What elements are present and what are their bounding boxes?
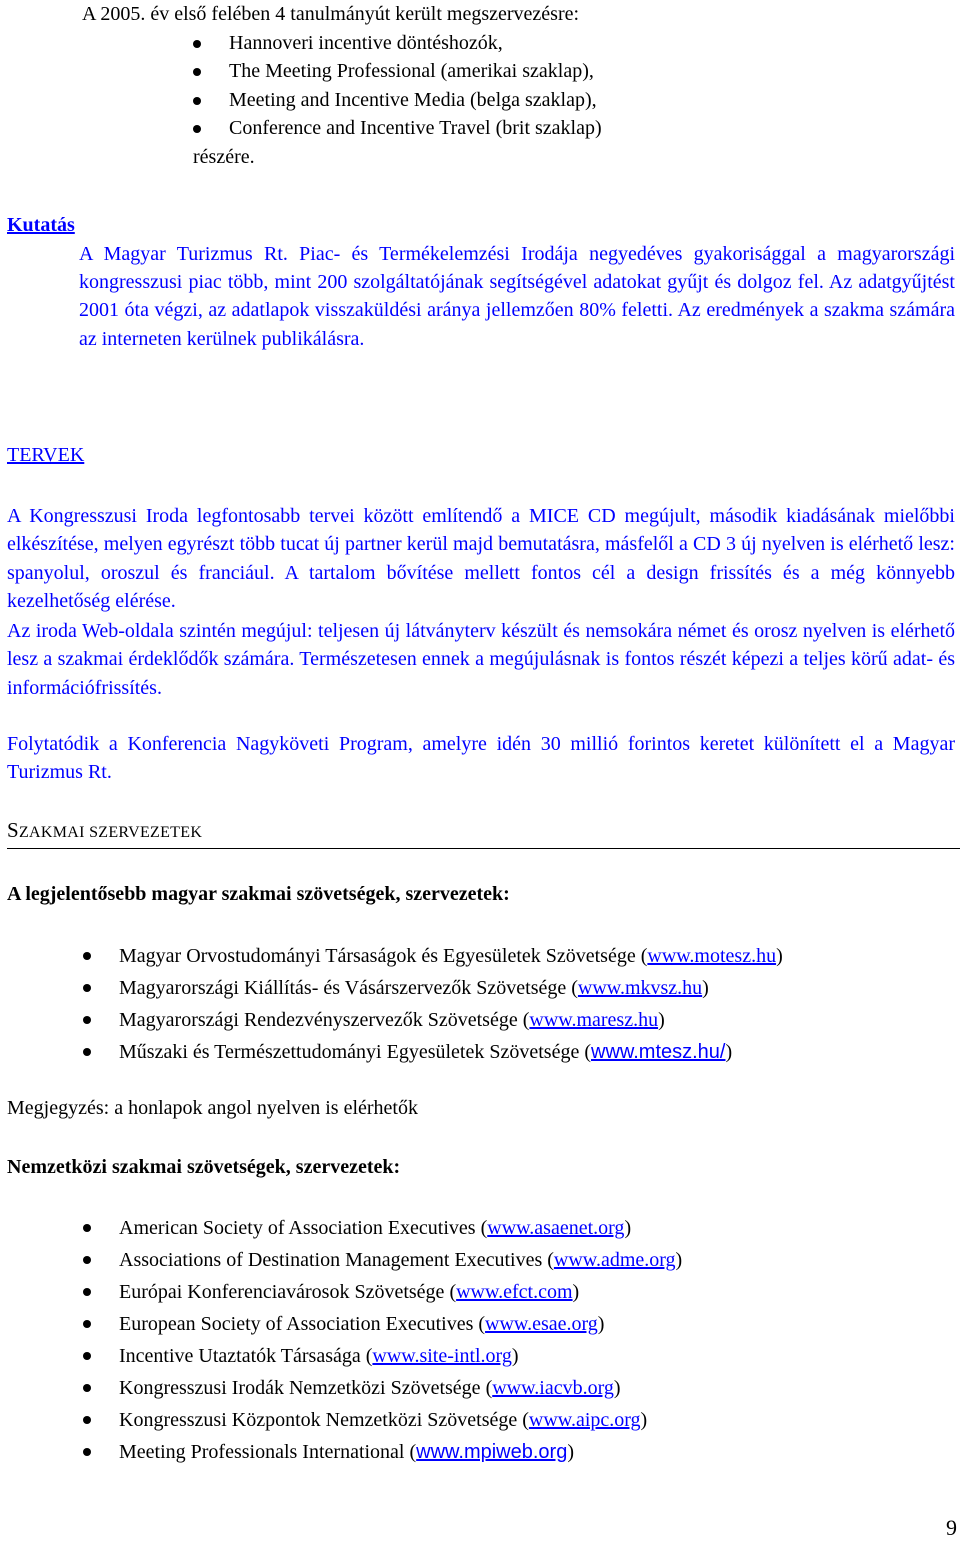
org-link[interactable]: www.mpiweb.org — [416, 1441, 568, 1463]
szakmai-heading: SZAKMAI SZERVEZETEK — [7, 818, 203, 842]
org-link[interactable]: www.iacvb.org — [492, 1377, 614, 1399]
list-item: Kongresszusi Irodák Nemzetközi Szövetsége (www.iacvb.org) — [7, 1372, 955, 1404]
international-orgs-list — [7, 1212, 955, 1468]
tervek-heading: TERVEK — [7, 444, 85, 466]
bullet-icon — [83, 1320, 91, 1328]
tervek-paragraph-1: A Kongresszusi Iroda legfontosabb tervei között említendő a MICE CD megújult, második kiadásának mielőbbi elkészítése, melyen egyrészt több tucat új partner kerül majd bemutatásra, másfelől a CD 3 új nyelven is elérhető lesz: spanyolul, oroszul és franciául. A tartalom bővítése mellett fontos cél a design frissítés és a még könnyebb kezelhetőség elérése. — [7, 505, 955, 612]
list-item: Műszaki és Természettudományi Egyesületek Szövetsége (www.mtesz.hu/) — [7, 1036, 955, 1068]
hungarian-orgs-list — [7, 940, 955, 1068]
bullet-icon — [83, 1352, 91, 1360]
list-item: Kongresszusi Központok Nemzetközi Szövetsége (www.aipc.org) — [7, 1404, 955, 1436]
bullet-icon — [83, 1016, 91, 1024]
org-link[interactable]: www.adme.org — [553, 1249, 676, 1271]
org-link[interactable]: www.esae.org — [485, 1313, 598, 1335]
bullet-icon — [193, 40, 201, 48]
org-link[interactable]: www.maresz.hu — [529, 1009, 659, 1031]
bullet-icon — [83, 1256, 91, 1264]
org-link[interactable]: www.motesz.hu — [647, 945, 777, 967]
intro-tail: részére. — [193, 145, 255, 168]
org-link[interactable]: www.site-intl.org — [372, 1345, 512, 1367]
section-divider — [7, 848, 960, 849]
list-item: American Society of Association Executives (www.asaenet.org) — [7, 1212, 955, 1244]
tervek-paragraph-3: Folytatódik a Konferencia Nagyköveti Program, amelyre idén 30 millió forintos keretet különített el a Magyar Turizmus Rt. — [7, 733, 955, 784]
org-link[interactable]: www.efct.com — [456, 1281, 573, 1303]
study-trip-list — [82, 29, 952, 143]
bullet-icon — [83, 1416, 91, 1424]
bullet-icon — [193, 125, 201, 133]
list-item: Meeting Professionals International (www.mpiweb.org) — [7, 1436, 955, 1468]
list-item: Magyarországi Rendezvényszervezők Szövetsége (www.maresz.hu) — [7, 1004, 955, 1036]
bullet-icon — [83, 1288, 91, 1296]
org-link[interactable]: www.asaenet.org — [487, 1217, 625, 1239]
list-item: Európai Konferenciavárosok Szövetsége (www.efct.com) — [7, 1276, 955, 1308]
kutatas-paragraph: A Magyar Turizmus Rt. Piac- és Termékelemzési Irodája negyedéves gyakorisággal a magyarországi kongresszusi piac több, mint 200 szolgáltatójának segítségével adatokat gyűjt és dolgoz fel. Az adatgyűjtést 2001 óta végzi, az adatlapok visszaküldési aránya jellemzően 80% feletti. Az eredmények a szakma számára az interneten kerülnek publikálásra. — [79, 243, 955, 350]
intro-section — [82, 0, 952, 171]
org-link[interactable]: www.aipc.org — [528, 1409, 641, 1431]
international-orgs-heading: Nemzetközi szakmai szövetségek, szervezetek: — [7, 1156, 401, 1178]
bullet-icon — [83, 984, 91, 992]
list-item: Incentive Utaztatók Társasága (www.site-intl.org) — [7, 1340, 955, 1372]
note: Megjegyzés: a honlapok angol nyelven is elérhetők — [7, 1097, 418, 1119]
bullet-icon — [193, 97, 201, 105]
list-item: Associations of Destination Management Executives (www.adme.org) — [7, 1244, 955, 1276]
bullet-icon — [83, 952, 91, 960]
bullet-icon — [83, 1384, 91, 1392]
bullet-icon — [83, 1224, 91, 1232]
list-item: Hannoveri incentive döntéshozók, — [82, 29, 952, 58]
kutatas-heading: Kutatás — [7, 214, 75, 236]
tervek-paragraph-2: Az iroda Web-oldala szintén megújul: teljesen új látványterv készült és nemsokára német és orosz nyelven is elérhető lesz a szakmai érdeklődők számára. Természetesen ennek a megújulásnak is fontos részét képezi a teljes körű adat- és információfrissítés. — [7, 620, 955, 699]
list-item: Magyarországi Kiállítás- és Vásárszervezők Szövetsége (www.mkvsz.hu) — [7, 972, 955, 1004]
bullet-icon — [83, 1048, 91, 1056]
list-item: Conference and Incentive Travel (brit szaklap) — [82, 114, 952, 143]
bullet-icon — [193, 68, 201, 76]
intro-lead: A 2005. év első felében 4 tanulmányút került megszervezésre: — [82, 3, 580, 25]
list-item: European Society of Association Executives (www.esae.org) — [7, 1308, 955, 1340]
org-link[interactable]: www.mtesz.hu/ — [591, 1041, 726, 1063]
hungarian-orgs-heading: A legjelentősebb magyar szakmai szövetségek, szervezetek: — [7, 883, 510, 905]
org-link[interactable]: www.mkvsz.hu — [577, 977, 703, 999]
list-item: The Meeting Professional (amerikai szaklap), — [82, 57, 952, 86]
bullet-icon — [83, 1448, 91, 1456]
list-item: Magyar Orvostudományi Társaságok és Egyesületek Szövetsége (www.motesz.hu) — [7, 940, 955, 972]
list-item: Meeting and Incentive Media (belga szaklap), — [82, 86, 952, 115]
page-number: 9 — [946, 1515, 957, 1540]
